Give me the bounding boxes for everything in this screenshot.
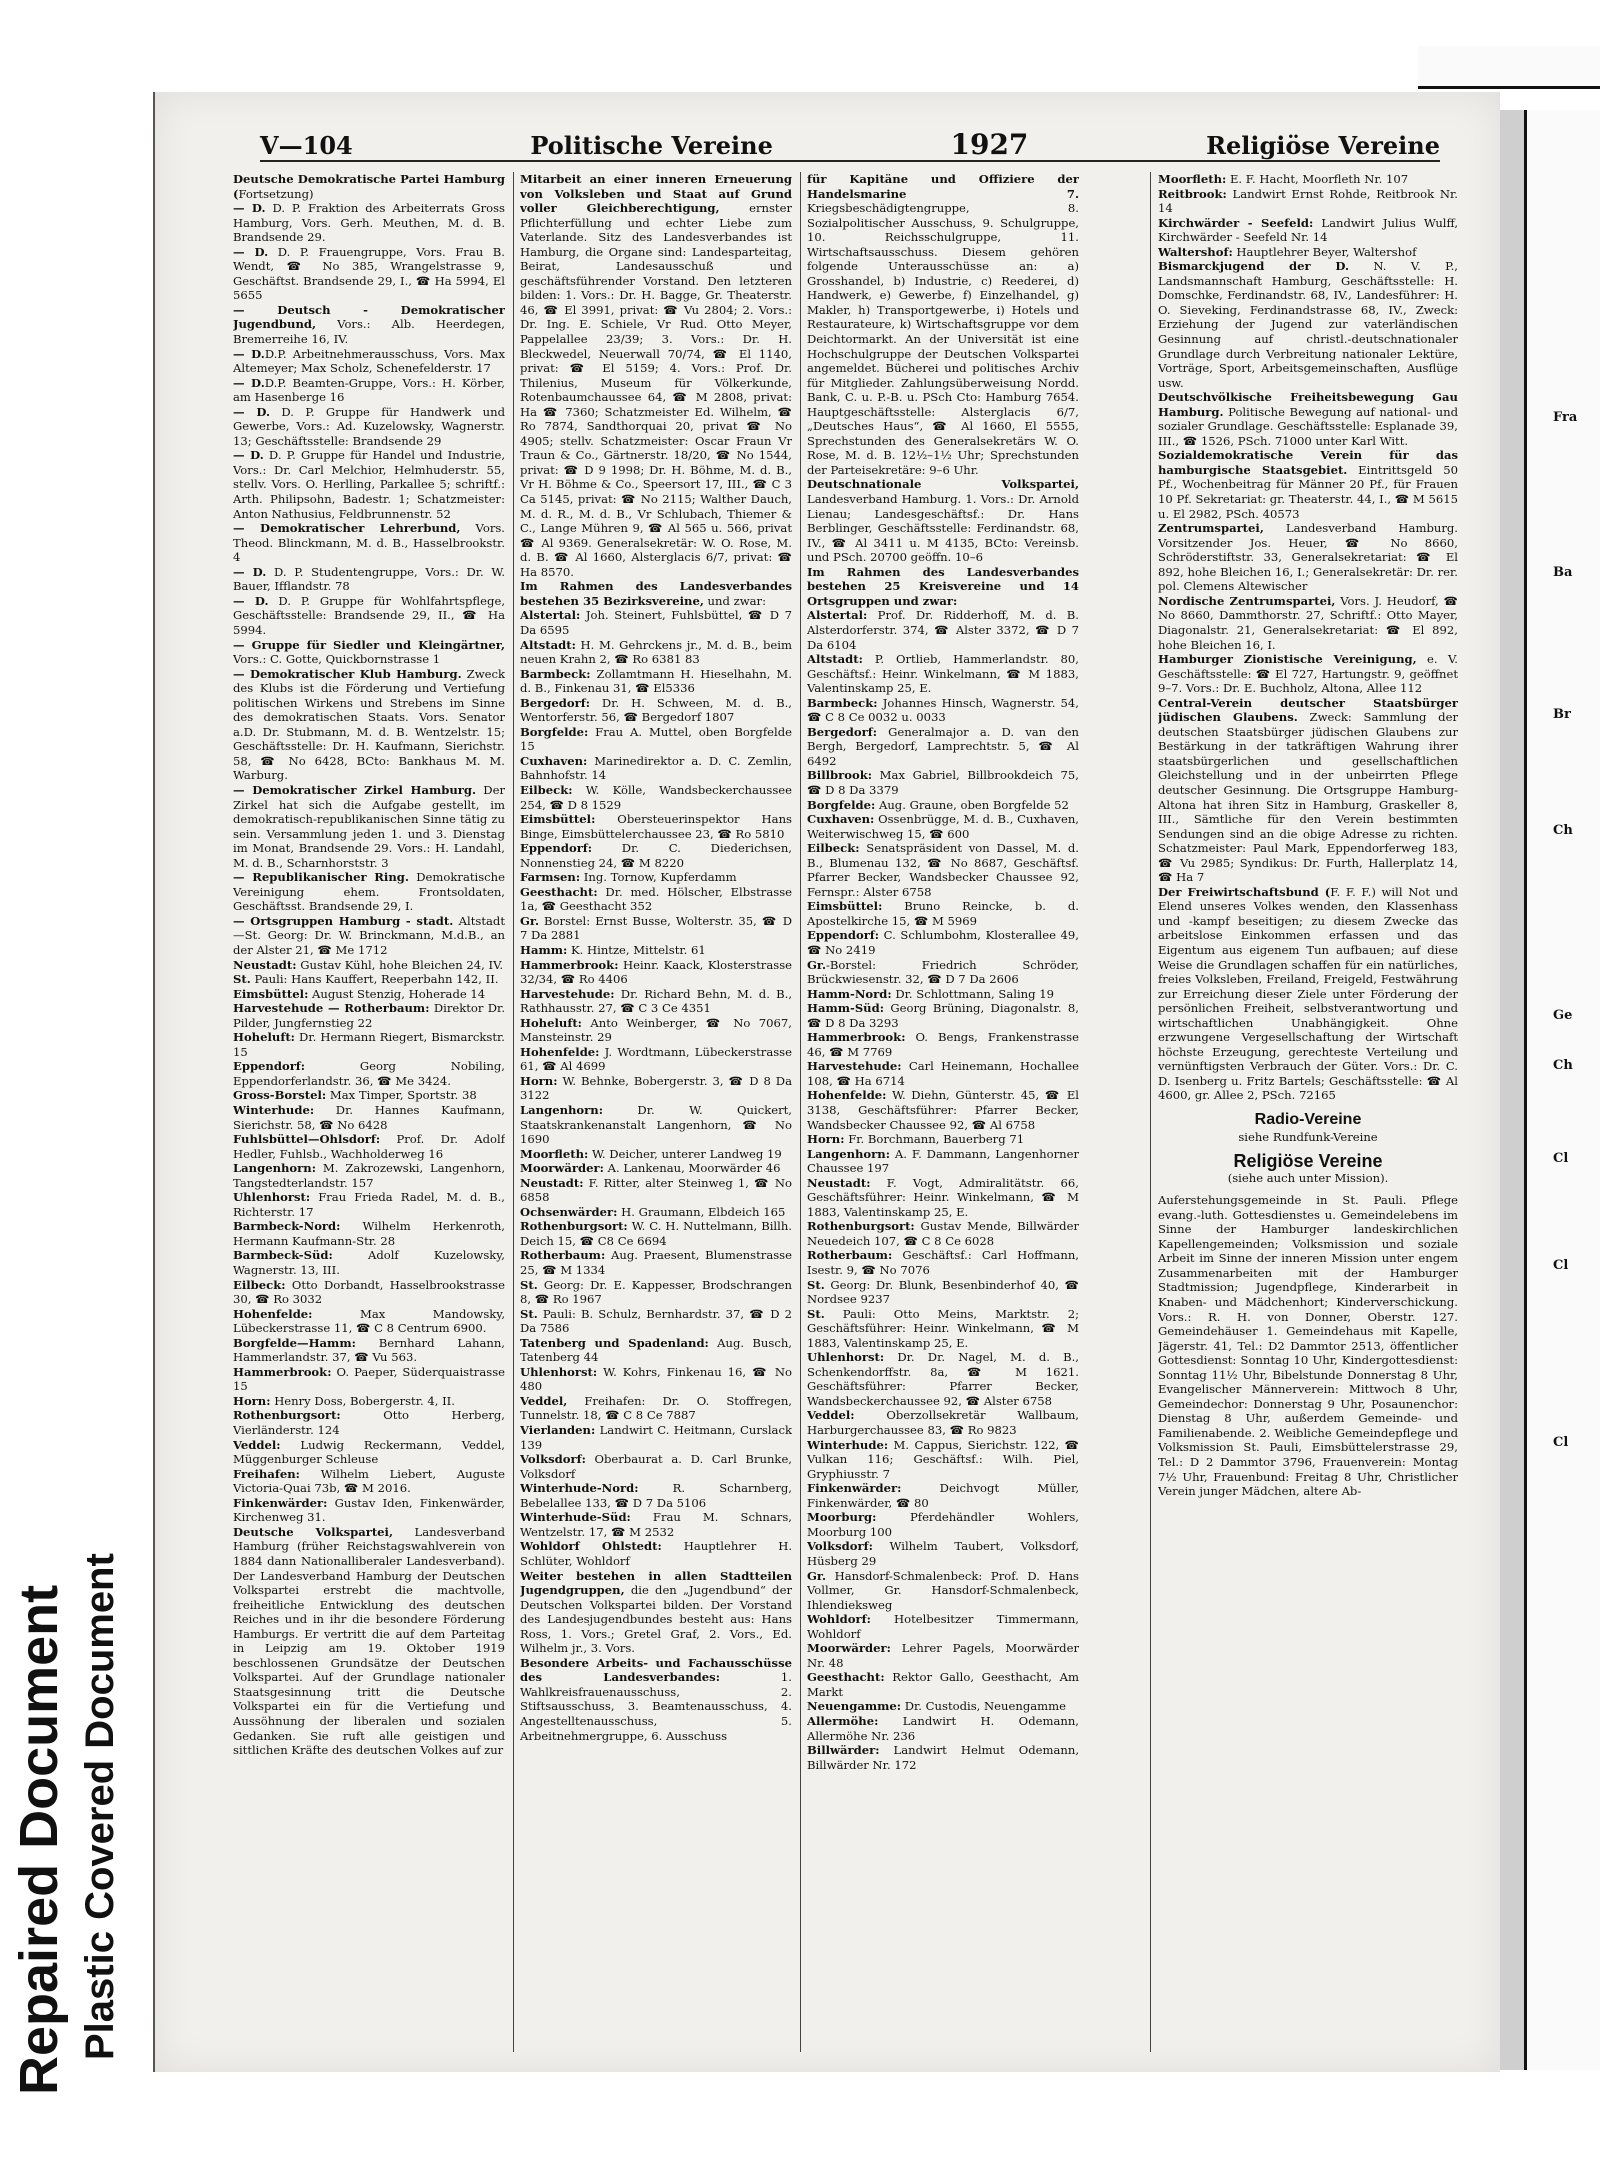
neighbour-fragment: Ch <box>1553 1058 1573 1073</box>
column-divider <box>513 172 514 2052</box>
directory-entry: Alstertal: Prof. Dr. Ridderhoff, M. d. B. Alsterdorferstr. 374, ☎ Alster 3372, ☎ D 7 Da 6104 <box>807 608 1079 652</box>
page-edge <box>1498 110 1524 2070</box>
neighbour-fragment: Ba <box>1553 565 1573 580</box>
directory-entry: Veddel: Ludwig Reckermann, Veddel, Müggenburger Schleuse <box>233 1437 505 1467</box>
directory-entry: Eimsbüttel: Obersteuerinspektor Hans Binge, Eimsbüttelerchaussee 23, ☎ Ro 5810 <box>520 812 792 841</box>
directory-entry: Uhlenhorst: W. Kohrs, Finkenau 16, ☎ No 480 <box>520 1364 792 1394</box>
directory-entry: Winterhude: Dr. Hannes Kaufmann, Sierichstr. 58, ☎ No 6428 <box>233 1103 505 1132</box>
directory-entry: Harvestehude — Rotherbaum: Direktor Dr. Pilder, Jungfernstieg 22 <box>233 1001 505 1030</box>
directory-entry: für Kapitäne und Offiziere der Handelsmarine 7. Kriegsbeschädigtengruppe, 8. Sozialpolitischer Ausschuss, 9. Schulgruppe, 10. Reichsschulgruppe, 11. Wirtschaftsausschuss. Diesem gehören folgende Unterausschüsse an: a) Grosshandel, b) Industrie, c) Reederei, d) Handwerk, e) Gewerbe, f) Einzelhandel, g) Makler, h) Transportgewerbe, i) Hotels und Restaurateure, k) Wirtschaftsgruppe vor dem Deichtormarkt. An der Universität ist eine Hochschulgruppe der Deutschen Volkspartei angemeldet. Bücherei und politisches Archiv für Mitglieder. Zahlungsüberweisung Nordd. Bank, C. u. P.-B. u. PSch Cto: Hamburg 7654. Hauptgeschäftsstelle: Alsterglacis 6/7, „Deutsches Haus“, ☎ Al 1660, El 5555, Sprechstunden des Generalsekretärs W. O. Rose, M. d. B. 12½–1½ Uhr; Sprechstunden der Parteisekretäre: 9–6 Uhr. <box>807 172 1079 477</box>
directory-entry: Volksdorf: Oberbaurat a. D. Carl Brunke, Volksdorf <box>520 1452 792 1481</box>
directory-entry: — D. D. P. Studentengruppe, Vors.: Dr. W. Bauer, Ifflandstr. 78 <box>233 564 505 594</box>
directory-entry: Hamm: K. Hintze, Mittelstr. 61 <box>520 942 706 957</box>
page-number: V—104 <box>260 131 353 160</box>
column-divider <box>800 172 801 2052</box>
directory-entry: Geesthacht: Rektor Gallo, Geesthacht, Am Markt <box>807 1670 1079 1699</box>
section-title-left: Politische Vereine <box>530 131 773 160</box>
directory-entry: Barmbeck-Nord: Wilhelm Herkenroth, Hermann Kaufmann-Str. 28 <box>233 1219 505 1248</box>
directory-entry: — Demokratischer Klub Hamburg. Zweck des Klubs ist die Förderung und Vertiefung politischen Wirkens und Strebens im Sinne des demokratischen Staats. Vors. Senator a.D. Dr. Stubmann, M. d. B. Wentzelstr. 15; Geschäftsstelle: Dr. H. Kaufmann, Sierichstr. 58, ☎ No 6428, BCto: Bankhaus M. M. Warburg. <box>233 666 505 783</box>
neighbour-fragment: Fra <box>1553 410 1578 425</box>
neighbour-fragment: Cl <box>1553 1258 1569 1273</box>
directory-entry: Hamm-Nord: Dr. Schlottmann, Saling 19 <box>807 986 1054 1001</box>
directory-entry: Cuxhaven: Marinedirektor a. D. C. Zemlin, Bahnhofstr. 14 <box>520 753 792 783</box>
directory-entry: Rothenburgsort: Otto Herberg, Vierländerstr. 124 <box>233 1408 505 1438</box>
directory-entry: Bismarckjugend der D. N. V. P., Landsmannschaft Hamburg, Geschäftsstelle: H. Domschke, Ferdinandstr. 68, IV., Landesführer: H. O. Sieveking, Ferdinandstrasse 68, IV., Zweck: Erziehung der Jugend zur vaterländischen Gesinnung auf christl.-deutschnationaler Grundlage durch Verbreitung nationaler Lektüre, Vorträge, Sport, Arbeitsgemeinschaften, Ausflüge usw. <box>1158 259 1458 390</box>
directory-entry: Winterhude-Süd: Frau M. Schnars, Wentzelstr. 17, ☎ M 2532 <box>520 1510 792 1539</box>
directory-entry: — Deutsch - Demokratischer Jugendbund, Vors.: Alb. Heerdegen, Bremerreihe 16, IV. <box>233 302 505 347</box>
radio-note: siehe Rundfunk-Vereine <box>1238 1129 1378 1144</box>
neighbour-fragment: Cl <box>1553 1435 1569 1450</box>
directory-entry: Neustadt: F. Vogt, Admiralitätstr. 66, Geschäftsführer: Heinr. Winkelmann, ☎ M 1883, Valentinskamp 25, E. <box>807 1175 1079 1219</box>
neighbour-fragment: Ge <box>1553 1008 1573 1023</box>
directory-entry: Farmsen: Ing. Tornow, Kupferdamm <box>520 870 737 885</box>
directory-entry: Sozialdemokratische Verein für das hamburgische Staatsgebiet. Eintrittsgeld 50 Pf., Wochenbeitrag für Männer 20 Pf., für Frauen 10 Pf. Sekretariat: gr. Theaterstr. 44, I., ☎ M 5615 u. El 2982, PSch. 40573 <box>1158 448 1458 521</box>
directory-entry: Wohldorf: Hotelbesitzer Timmermann, Wohldorf <box>807 1612 1079 1641</box>
directory-entry: Neustadt: F. Ritter, alter Steinweg 1, ☎ No 6858 <box>520 1175 792 1205</box>
directory-entry: Deutsche Demokratische Partei Hamburg (Fortsetzung) <box>233 172 505 201</box>
directory-entry: Deutsche Volkspartei, Landesverband Hamburg (früher Reichstagswahlverein von 1884 dann Nationalliberaler Landesverband). Der Landesverband Hamburg der Deutschen Volkspartei erstrebt die machtvolle, freiheitliche Entwicklung des deutschen Reiches und in ihr die besondere Förderung Hamburgs. Er vertritt die auf dem Parteitag in Leipzig am 19. Oktober 1919 beschlossenen Grundsätze der Deutschen Volkspartei. Auf der Grundlage nationaler Staatsgesinnung tritt die Deutsche Volkspartei ein für die Vertiefung und Aussöhnung der liberalen und sozialen Gedanken. Sie ruft alle geistigen und sittlichen Kräfte des deutschen Volkes auf zur <box>233 1524 505 1758</box>
directory-entry: Neustadt: Gustav Kühl, hohe Bleichen 24, IV. <box>233 957 504 972</box>
directory-entry: Altstadt: H. M. Gehrckens jr., M. d. B., beim neuen Krahn 2, ☎ Ro 6381 83 <box>520 637 792 667</box>
neighbour-page-top <box>1418 46 1600 89</box>
directory-entry: Finkenwärder: Deichvogt Müller, Finkenwärder, ☎ 80 <box>807 1481 1079 1510</box>
directory-entry: Horn: Fr. Borchmann, Bauerberg 71 <box>807 1132 1025 1147</box>
directory-entry: Mitarbeit an einer inneren Erneuerung von Volksleben und Staat auf Grund voller Gleichberechtigung, ernster Pflichterfüllung und echter Liebe zum Vaterlande. Sitz des Landesverbandes ist Hamburg, die Organe sind: Landesparteitag, Beirat, Landesausschuß und geschäftsführender Vorstand. Den letzteren bilden: 1. Vors.: Dr. H. Bagge, Gr. Theaterstr. 46, ☎ El 3991, privat: ☎ Vu 2804; 2. Vors.: Dr. Ing. E. Schiele, Vr Rud. Otto Meyer, Pappelallee 23/39; 3. Vors.: Dr. H. Bleckwedel, Neuerwall 70/74, ☎ El 1140, privat: ☎ El 5159; 4. Vors.: Prof. Dr. Thilenius, Museum für Völkerkunde, Rotenbaumchaussee 64, ☎ M 2808, privat: Ha ☎ 7360; Schatzmeister Ed. Wilhelm, ☎ Ro 7874, Sandthorquai 20, privat ☎ No 4905; stellv. Schatzmeister: Oscar Fraun Vr Traun & Co., Gärtnerstr. 18/20, ☎ No 1544, privat: ☎ D 9 1998; Dr. H. Böhme, M. d. B., Vr H. Böhme & Co., Speersort 17, III., ☎ C 3 Ca 5145, privat: ☎ No 2115; Walther Dauch, M. d. R., M. d. B., Vr Schlubach, Thiemer & C., Lange Mühren 9, ☎ Al 565 u. 566, privat ☎ Al 9369. Generalsekretär: W. O. Rose, M. d. B. ☎ Al 1660, Alsterglacis 6/7, privat: ☎ Ha 8570. <box>520 172 792 579</box>
directory-entry: Uhlenhorst: Frau Frieda Radel, M. d. B., Richterstr. 17 <box>233 1190 505 1219</box>
directory-entry: Finkenwärder: Gustav Iden, Finkenwärder, Kirchenweg 31. <box>233 1495 505 1525</box>
directory-entry: — Demokratischer Zirkel Hamburg. Der Zirkel hat sich die Aufgabe gestellt, im demokratisch-republikanischen Sinne tätig zu sein. Versammlung jeden 1. und 3. Dienstag im Monat, Brandsende 29. Vors.: H. Landahl, M. d. B., Scharnhorststr. 3 <box>233 782 505 870</box>
text-column-3 <box>807 172 1079 2057</box>
religion-heading: Religiöse Vereine <box>1233 1151 1383 1172</box>
directory-entry: — Republikanischer Ring. Demokratische Vereinigung ehem. Frontsoldaten, Geschäftsst. Brandsende 29, I. <box>233 870 505 914</box>
directory-entry: Eppendorf: C. Schlumbohm, Klosterallee 49, ☎ No 2419 <box>807 928 1079 957</box>
directory-entry: Moorwärder: Lehrer Pagels, Moorwärder Nr. 48 <box>807 1641 1079 1670</box>
neighbour-fragment: Ch <box>1553 823 1573 838</box>
directory-entry: Besondere Arbeits- und Fachausschüsse des Landesverbandes: 1. Wahlkreisfrauenausschuss, 2. Stiftsausschuss, 3. Beamtenausschuss, 4. Angestelltenausschuss, 5. Arbeitnehmergruppe, 6. Ausschuss <box>520 1655 792 1743</box>
directory-entry: — D. D. P. Gruppe für Handwerk und Gewerbe, Vors.: Ad. Kuzelowsky, Wagnerstr. 13; Geschäftsstelle: Brandsende 29 <box>233 404 505 448</box>
religion-note: (siehe auch unter Mission). <box>1227 1170 1389 1185</box>
directory-entry: Barmbeck: Zollamtmann H. Hieselhahn, M. d. B., Finkenau 31, ☎ El5336 <box>520 666 792 696</box>
directory-entry: — D.D.P. Arbeitnehmerausschuss, Vors. Max Altemeyer; Max Scholz, Schenefelderstr. 17 <box>233 346 505 376</box>
directory-entry: Central-Verein deutscher Staatsbürger jüdischen Glaubens. Zweck: Sammlung der deutschen Staatsbürger jüdischen Glaubens zur Bestärkung in der tatkräftigen Wahrung ihrer staatsbürgerlichen und gesellschaftlichen Gleichstellung und in der unbeirrten Pflege deutscher Gesinnung. Die Ortsgruppe Hamburg-Altona hat ihren Sitz in Hamburg, Graskeller 8, III., Sämtliche für den Verein bestimmten Sendungen sind an die obige Adresse zu richten. Schatzmeister: Paul Mark, Eppendorferweg 183, ☎ Vu 2985; Syndikus: Dr. Furth, Hallerplatz 14, ☎ Ha 7 <box>1158 695 1458 885</box>
directory-entry: — D. D. P. Fraktion des Arbeiterrats Gross Hamburg, Vors. Gerh. Meuthen, M. d. B. Brandsende 29. <box>233 201 505 245</box>
directory-entry: Veddel, Freihafen: Dr. O. Stoffregen, Tunnelstr. 18, ☎ C 8 Ce 7887 <box>520 1393 792 1423</box>
directory-entry: Rothenburgsort: Gustav Mende, Billwärder Neuedeich 107, ☎ C 8 Ce 6028 <box>807 1219 1079 1248</box>
directory-entry: — Ortsgruppen Hamburg - stadt. Altstadt—St. Georg: Dr. W. Brinckmann, M.d.B., an der Alster 21, ☎ Me 1712 <box>233 913 505 957</box>
directory-entry: Altstadt: P. Ortlieb, Hammerlandstr. 80, Geschäftsf.: Heinr. Winkelmann, ☎ M 1883, Valentinskamp 25, E. <box>807 652 1079 696</box>
directory-entry: Deutschnationale Volkspartei, Landesverband Hamburg. 1. Vors.: Dr. Arnold Lienau; Landesgeschäftsf.: Dr. Hans Berblinger, Geschäftsstelle: Ferdinandstr. 68, IV., ☎ Al 3411 u. M 4135, BCto: Vereinsb. und PSch. 20700 geöffn. 10–6 <box>807 477 1079 565</box>
directory-entry: Weiter bestehen in allen Stadtteilen Jugendgruppen, die den „Jugendbund“ der Deutschen Volkspartei bilden. Der Vorstand des Landesjugendbundes besteht aus: Hans Ross, 1. Vors.; Gretel Graf, 2. Vors., Ed. Wilhelm jr., 3. Vors. <box>520 1568 792 1656</box>
directory-entry: Zentrumspartei, Landesverband Hamburg. Vorsitzender Jos. Heuer, ☎ No 8660, Schröderstiftstr. 33, Generalsekretariat: ☎ El 892, hohe Bleichen 16, I.; Generalsekretär: Dr. rer. pol. Clemens Altewischer <box>1158 521 1458 594</box>
directory-entry: Hohenfelde: Max Mandowsky, Lübeckerstrasse 11, ☎ C 8 Centrum 6900. <box>233 1306 505 1336</box>
scanned-page <box>153 92 1500 2072</box>
directory-entry: Der Freiwirtschaftsbund (F. F. F.) will Not und Elend unseres Volkes wenden, den Klassenhass und -kampf beseitigen; zu diesem Zwecke das arbeitslose Einkommen erfassen und das Eigentum aus eigenem Tun aufbauen; auf diese Weise die Grundlagen schaffen für ein natürliches, freies Volksleben, Freiland, Freigeld, Festwährung zur Erreichung dieser Ziele unter Förderung der persönlichen Freiheit, selbstverantwortung und wirtschaftlichen Unabhängigkeit. Ohne erzwungene Vergesellschaftung der Wirtschaft höchste Erzeugung, gerechteste Verteilung und vernünftigsten Verbrauch der Güter. Vors.: Dr. C. D. Isenberg u. Fritz Bartels; Geschäftsstelle: ☎ Al 4600, gr. Allee 2, PSch. 72165 <box>1158 884 1458 1103</box>
neighbour-page <box>1524 110 1600 2070</box>
directory-entry: — D. D. P. Gruppe für Wohlfahrtspflege, Geschäftsstelle: Brandsende 29, II., ☎ Ha 5994. <box>233 593 505 637</box>
page-header <box>260 128 1440 162</box>
directory-entry: Bergedorf: Generalmajor a. D. van den Bergh, Bergedorf, Lamprechtstr. 5, ☎ Al 6492 <box>807 724 1079 768</box>
directory-entry: Bergedorf: Dr. H. Schween, M. d. B., Wentorferstr. 56, ☎ Bergedorf 1807 <box>520 695 792 725</box>
text-column-1 <box>233 172 505 2057</box>
directory-entry: Moorburg: Pferdehändler Wohlers, Moorburg 100 <box>807 1510 1079 1539</box>
directory-entry: Rotherbaum: Aug. Praesent, Blumenstrasse 25, ☎ M 1334 <box>520 1248 792 1278</box>
directory-entry: Tatenberg und Spadenland: Aug. Busch, Tatenberg 44 <box>520 1335 792 1365</box>
directory-entry: Winterhude: M. Cappus, Sierichstr. 122, ☎ Vulkan 116; Geschäftsf.: Wilh. Piel, Gryphiusstr. 7 <box>807 1437 1079 1481</box>
directory-entry: Harvestehude: Carl Heinemann, Hochallee 108, ☎ Ha 6714 <box>807 1059 1079 1088</box>
directory-entry: Volksdorf: Wilhelm Taubert, Volksdorf, Hüsberg 29 <box>807 1539 1079 1568</box>
directory-entry: Hoheluft: Dr. Hermann Riegert, Bismarckstr. 15 <box>233 1030 505 1059</box>
plastic-covered-label: Plastic Covered Document <box>78 1553 122 2060</box>
directory-entry: Gr. Borstel: Ernst Busse, Wolterstr. 35, ☎ D 7 Da 2881 <box>520 913 792 943</box>
directory-entry: Borgfelde—Hamm: Bernhard Lahann, Hammerlandstr. 37, ☎ Vu 563. <box>233 1335 505 1365</box>
directory-entry: Winterhude-Nord: R. Scharnberg, Bebelallee 133, ☎ D 7 Da 5106 <box>520 1481 792 1510</box>
directory-entry: St. Georg: Dr. Blunk, Besenbinderhof 40, ☎ Nordsee 9237 <box>807 1277 1079 1307</box>
text-column-4 <box>1158 172 1458 2057</box>
directory-entry: — D.D.P. Beamten-Gruppe, Vors.: H. Körber, am Hasenberge 16 <box>233 375 505 405</box>
repaired-document-label: Repaired Document <box>9 1584 69 2095</box>
directory-entry: Deutschvölkische Freiheitsbewegung Gau Hamburg. Politische Bewegung auf national- und sozialer Grundlage. Geschäftsstelle: Esplanade 39, III., ☎ 1526, PSch. 71000 unter Karl Witt. <box>1158 390 1458 448</box>
neighbour-fragment: Cl <box>1553 1151 1569 1166</box>
directory-entry: — D. D. P. Frauengruppe, Vors. Frau B. Wendt, ☎ No 385, Wrangelstrasse 9, Geschäftst. Brandsende 29, I., ☎ Ha 5994, El 5655 <box>233 244 505 303</box>
directory-entry: Barmbeck: Johannes Hinsch, Wagnerstr. 54, ☎ C 8 Ce 0032 u. 0033 <box>807 695 1079 725</box>
directory-entry: Eppendorf: Georg Nobiling, Eppendorferlandstr. 36, ☎ Me 3424. <box>233 1059 505 1088</box>
directory-entry: Cuxhaven: Ossenbrügge, M. d. B., Cuxhaven, Weiterwischweg 15, ☎ 600 <box>807 812 1079 841</box>
directory-entry: Moorwärder: A. Lankenau, Moorwärder 46 <box>520 1161 781 1176</box>
directory-entry: Hohenfelde: W. Diehn, Günterstr. 45, ☎ El 3138, Geschäftsführer: Pfarrer Becker, Wandsbecker Chaussee 92, ☎ Al 6758 <box>807 1088 1079 1132</box>
directory-entry: Ochsenwärder: H. Graumann, Elbdeich 165 <box>520 1204 786 1219</box>
directory-entry: Hoheluft: Anto Weinberger, ☎ No 7067, Mansteinstr. 29 <box>520 1015 792 1045</box>
directory-entry: Fuhlsbüttel—Ohlsdorf: Prof. Dr. Adolf Hedler, Fuhlsb., Wachholderweg 16 <box>233 1132 505 1161</box>
religion-entry: Auferstehungsgemeinde in St. Pauli. Pflege evang.-luth. Gottesdienstes u. Gemeindelebens im Sinne der Hamburger landeskirchlichen Kapellengemeinden; Volksmission und soziale Arbeit im Sinne der inneren Mission unter engem Zusammenarbeiten mit der Hamburger Stadtmission; Jugendpflege, Kinderarbeit in Knaben- und Mädchenhort; Kinderverschickung. Vors.: R. H. von Donner, Oberstr. 127. Gemeindehäuser 1. Gemeindehaus mit Kapelle, Jägerstr. 41, Tel.: D2 Dammtor 2513, öffentlicher Gottesdienst: Sonntag 10 Uhr, Kindergottesdienst: Sonntag 11½ Uhr, Bibelstunde Donnerstag 8 Uhr, Evangelischer Männerverein: Mittwoch 8 Uhr, Gemeindechor: Donnerstag 9 Uhr, Posaunenchor: Dienstag 8 Uhr, außerdem Gemeinde- und Familienabende. 2. Weibliche Gemeindepflege und Volksmission St. Pauli, Eimsbüttelerstrasse 29, Tel.: D 2 Dammtor 3796, Frauenverein: Montag 7½ Uhr, Frauenbund: Freitag 8 Uhr, Christlicher Verein junger Mädchen, altere Ab- <box>1158 1193 1458 1499</box>
directory-entry: Hohenfelde: J. Wordtmann, Lübeckerstrasse 61, ☎ Al 4699 <box>520 1044 792 1074</box>
text-column-2 <box>520 172 792 2057</box>
directory-entry: Langenhorn: Dr. W. Quickert, Staatskrankenanstalt Langenhorn, ☎ No 1690 <box>520 1103 792 1147</box>
directory-entry: Billwärder: Landwirt Helmut Odemann, Billwärder Nr. 172 <box>807 1743 1079 1772</box>
directory-entry: Uhlenhorst: Dr. Dr. Nagel, M. d. B., Schenkendorffstr. 8a, ☎ M 1621. Geschäftsführer: Pfarrer Becker, Wandsbeckerchaussee 92, ☎ Alster 6758 <box>807 1350 1079 1408</box>
directory-entry: Nordische Zentrumspartei, Vors. J. Heudorf, ☎ No 8660, Dammthorstr. 27, Schriftf.: Otto Mayer, Diagonalstr. 21, Generalsekretariat: ☎ El 892, hohe Bleichen 16, I. <box>1158 593 1458 652</box>
year-heading: 1927 <box>950 128 1029 161</box>
section-title-right: Religiöse Vereine <box>1206 131 1440 160</box>
directory-entry: Geesthacht: Dr. med. Hölscher, Elbstrasse 1a, ☎ Geesthacht 352 <box>520 884 792 914</box>
directory-entry: Moorfleth: E. F. Hacht, Moorfleth Nr. 107 <box>1158 172 1409 186</box>
directory-entry: Borgfelde: Aug. Graune, oben Borgfelde 52 <box>807 797 1069 812</box>
directory-entry: Eilbeck: W. Kölle, Wandsbeckerchaussee 254, ☎ D 8 1529 <box>520 782 792 812</box>
radio-heading: Radio-Vereine <box>1254 1111 1362 1128</box>
directory-entry: Eimsbüttel: Bruno Reincke, b. d. Apostelkirche 15, ☎ M 5969 <box>807 899 1079 928</box>
directory-entry: Gr.-Borstel: Friedrich Schröder, Brückwiesenstr. 32, ☎ D 7 Da 2606 <box>807 957 1079 987</box>
directory-entry: Freihafen: Wilhelm Liebert, Auguste Victoria-Quai 73b, ☎ M 2016. <box>233 1466 505 1496</box>
directory-entry: Eimsbüttel: August Stenzig, Hoherade 14 <box>233 986 486 1001</box>
directory-entry: Gross-Borstel: Max Timper, Sportstr. 38 <box>233 1088 477 1103</box>
directory-entry: St. Pauli: B. Schulz, Bernhardstr. 37, ☎ D 2 Da 7586 <box>520 1306 792 1336</box>
directory-entry: Hammerbrook: O. Bengs, Frankenstrasse 46, ☎ M 7769 <box>807 1030 1079 1059</box>
directory-entry: Im Rahmen des Landesverbandes bestehen 25 Kreisvereine und 14 Ortsgruppen und zwar: <box>807 564 1079 608</box>
directory-entry: — Demokratischer Lehrerbund, Vors. Theod. Blinckmann, M. d. B., Hasselbrookstr. 4 <box>233 521 505 565</box>
directory-entry: Allermöhe: Landwirt H. Odemann, Allermöhe Nr. 236 <box>807 1713 1079 1743</box>
directory-entry: Alstertal: Joh. Steinert, Fuhlsbüttel, ☎ D 7 Da 6595 <box>520 608 792 637</box>
directory-entry: Eppendorf: Dr. C. Diederichsen, Nonnenstieg 24, ☎ M 8220 <box>520 841 792 870</box>
directory-entry: Rotherbaum: Geschäftsf.: Carl Hoffmann, Isestr. 9, ☎ No 7076 <box>807 1248 1079 1278</box>
directory-entry: Reitbrook: Landwirt Ernst Rohde, Reitbrook Nr. 14 <box>1158 186 1458 216</box>
directory-entry: Wohldorf Ohlstedt: Hauptlehrer H. Schlüter, Wohldorf <box>520 1539 792 1568</box>
directory-entry: Borgfelde: Frau A. Muttel, oben Borgfelde 15 <box>520 724 792 754</box>
directory-entry: St. Pauli: Otto Meins, Marktstr. 2; Geschäftsführer: Heinr. Winkelmann, ☎ M 1883, Valentinskamp 25, E. <box>807 1306 1079 1350</box>
directory-entry: Neuengamme: Dr. Custodis, Neuengamme <box>807 1699 1067 1714</box>
directory-entry: St. Georg: Dr. E. Kappesser, Brodschrangen 8, ☎ Ro 1967 <box>520 1277 792 1307</box>
directory-entry: Gr. Hansdorf-Schmalenbeck: Prof. D. Hans Vollmer, Gr. Hansdorf-Schmalenbeck, Ihlendieksweg <box>807 1568 1079 1612</box>
directory-entry: Horn: W. Behnke, Bobergerstr. 3, ☎ D 8 Da 3122 <box>520 1073 792 1103</box>
directory-entry: Billbrook: Max Gabriel, Billbrookdeich 75, ☎ D 8 Da 3379 <box>807 768 1079 797</box>
column-divider <box>1150 172 1151 2052</box>
directory-entry: Hamm-Süd: Georg Brüning, Diagonalstr. 8, ☎ D 8 Da 3293 <box>807 1001 1079 1030</box>
directory-entry: Veddel: Oberzollsekretär Wallbaum, Harburgerchaussee 83, ☎ Ro 9823 <box>807 1408 1079 1438</box>
directory-entry: Waltershof: Hauptlehrer Beyer, Waltershof <box>1158 244 1417 259</box>
directory-entry: St. Pauli: Hans Kauffert, Reeperbahn 142, II. <box>233 972 499 987</box>
directory-entry: Horn: Henry Doss, Bobergerstr. 4, II. <box>233 1393 455 1408</box>
directory-entry: — D. D. P. Gruppe für Handel und Industrie, Vors.: Dr. Carl Melchior, Helmhuderstr. 55, stellv. Vors. O. Herlling, Parkallee 5; schriftf.: Arth. Philipsohn, Badestr. 1; Schatzmeister: Anton Nathusius, Feldbrunnenstr. 52 <box>233 448 505 521</box>
neighbour-fragment: Br <box>1553 707 1571 722</box>
directory-entry: Barmbeck-Süd: Adolf Kuzelowsky, Wagnerstr. 13, III. <box>233 1248 505 1278</box>
directory-entry: Rothenburgsort: W. C. H. Nuttelmann, Billh. Deich 15, ☎ C8 Ce 6694 <box>520 1219 792 1248</box>
directory-entry: Hammerbrook: Heinr. Kaack, Klosterstrasse 32/34, ☎ Ro 4406 <box>520 957 792 987</box>
directory-entry: Eilbeck: Otto Dorbandt, Hasselbrookstrasse 30, ☎ Ro 3032 <box>233 1277 505 1307</box>
directory-entry: Hammerbrook: O. Paeper, Süderquaistrasse 15 <box>233 1364 505 1394</box>
column-4-entries <box>1158 172 1458 1103</box>
directory-entry: Kirchwärder - Seefeld: Landwirt Julius Wulff, Kirchwärder - Seefeld Nr. 14 <box>1158 215 1458 245</box>
directory-entry: Eilbeck: Senatspräsident von Dassel, M. d. B., Blumenau 132, ☎ No 8687, Geschäftsf. Pfarrer Becker, Wandsbecker Chaussee 92, Fernspr.: Alster 6758 <box>807 841 1079 899</box>
directory-entry: Im Rahmen des Landesverbandes bestehen 35 Bezirksvereine, und zwar: <box>520 579 792 608</box>
directory-entry: Moorfleth: W. Deicher, unterer Landweg 19 <box>520 1146 782 1161</box>
directory-entry: Harvestehude: Dr. Richard Behn, M. d. B., Rathhausstr. 27, ☎ C 3 Ce 4351 <box>520 986 792 1016</box>
directory-entry: — Gruppe für Siedler und Kleingärtner, Vors.: C. Gotte, Quickbornstrasse 1 <box>233 637 505 667</box>
directory-entry: Vierlanden: Landwirt C. Heitmann, Curslack 139 <box>520 1423 792 1452</box>
directory-entry: Hamburger Zionistische Vereinigung, e. V. Geschäftsstelle: ☎ El 727, Hartungstr. 9, geöffnet 9–7. Vors.: Dr. E. Buchholz, Altona, Allee 112 <box>1158 652 1458 696</box>
directory-entry: Langenhorn: M. Zakrozewski, Langenhorn, Tangstedterlandstr. 157 <box>233 1161 505 1190</box>
directory-entry: Langenhorn: A. F. Dammann, Langenhorner Chaussee 197 <box>807 1146 1079 1176</box>
